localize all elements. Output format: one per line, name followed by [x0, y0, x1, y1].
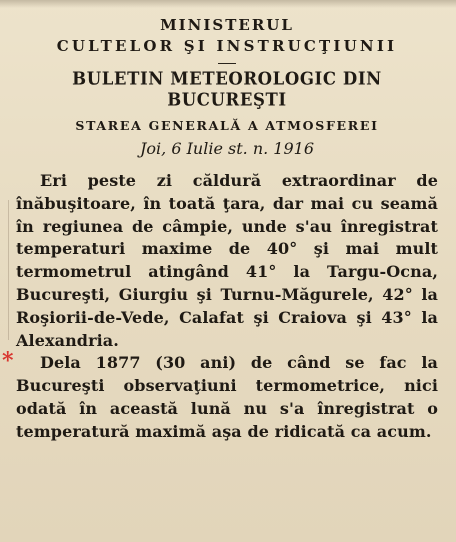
scan-crease	[8, 200, 9, 340]
ministry-line-2: CULTELOR ŞI INSTRUCŢIUNII	[56, 37, 398, 55]
weather-paragraph-1: Eri peste zi căldură extraordinar de înăbuşitoare, în toată ţara, dar mai cu seamă în regiunea de câmpie, unde s'au înregistrat temperaturi maxime de 40° şi mai mult termometrul atingând 41° la Targu-Ocna, Bucureşti, Giurgiu şi Turnu-Măgurele, 42° la Roşiorii-de-Vede, Calafat şi Craiova şi 43° la Alexandria.	[16, 171, 438, 350]
atmosphere-state-heading: STAREA GENERALĂ A ATMOSFEREI	[75, 118, 379, 133]
date-line: Joi, 6 Iulie st. n. 1916	[139, 139, 315, 158]
torn-top-edge	[0, 0, 456, 8]
red-asterisk-annotation: *	[2, 348, 14, 375]
bulletin-title: BULETIN METEOROLOGIC DIN BUCUREŞTI	[72, 68, 382, 110]
weather-paragraph-2-text: Dela 1877 (30 ani) de când se fac la Bucureşti observaţiuni termometrice, nici odată în această lună nu s'a înregistrat o temperatură maximă aşa de ridicată ca acum.	[16, 353, 438, 441]
header-divider	[218, 63, 236, 64]
ministry-line-1: MINISTERUL	[160, 16, 294, 34]
weather-paragraph-2	[2, 348, 438, 443]
